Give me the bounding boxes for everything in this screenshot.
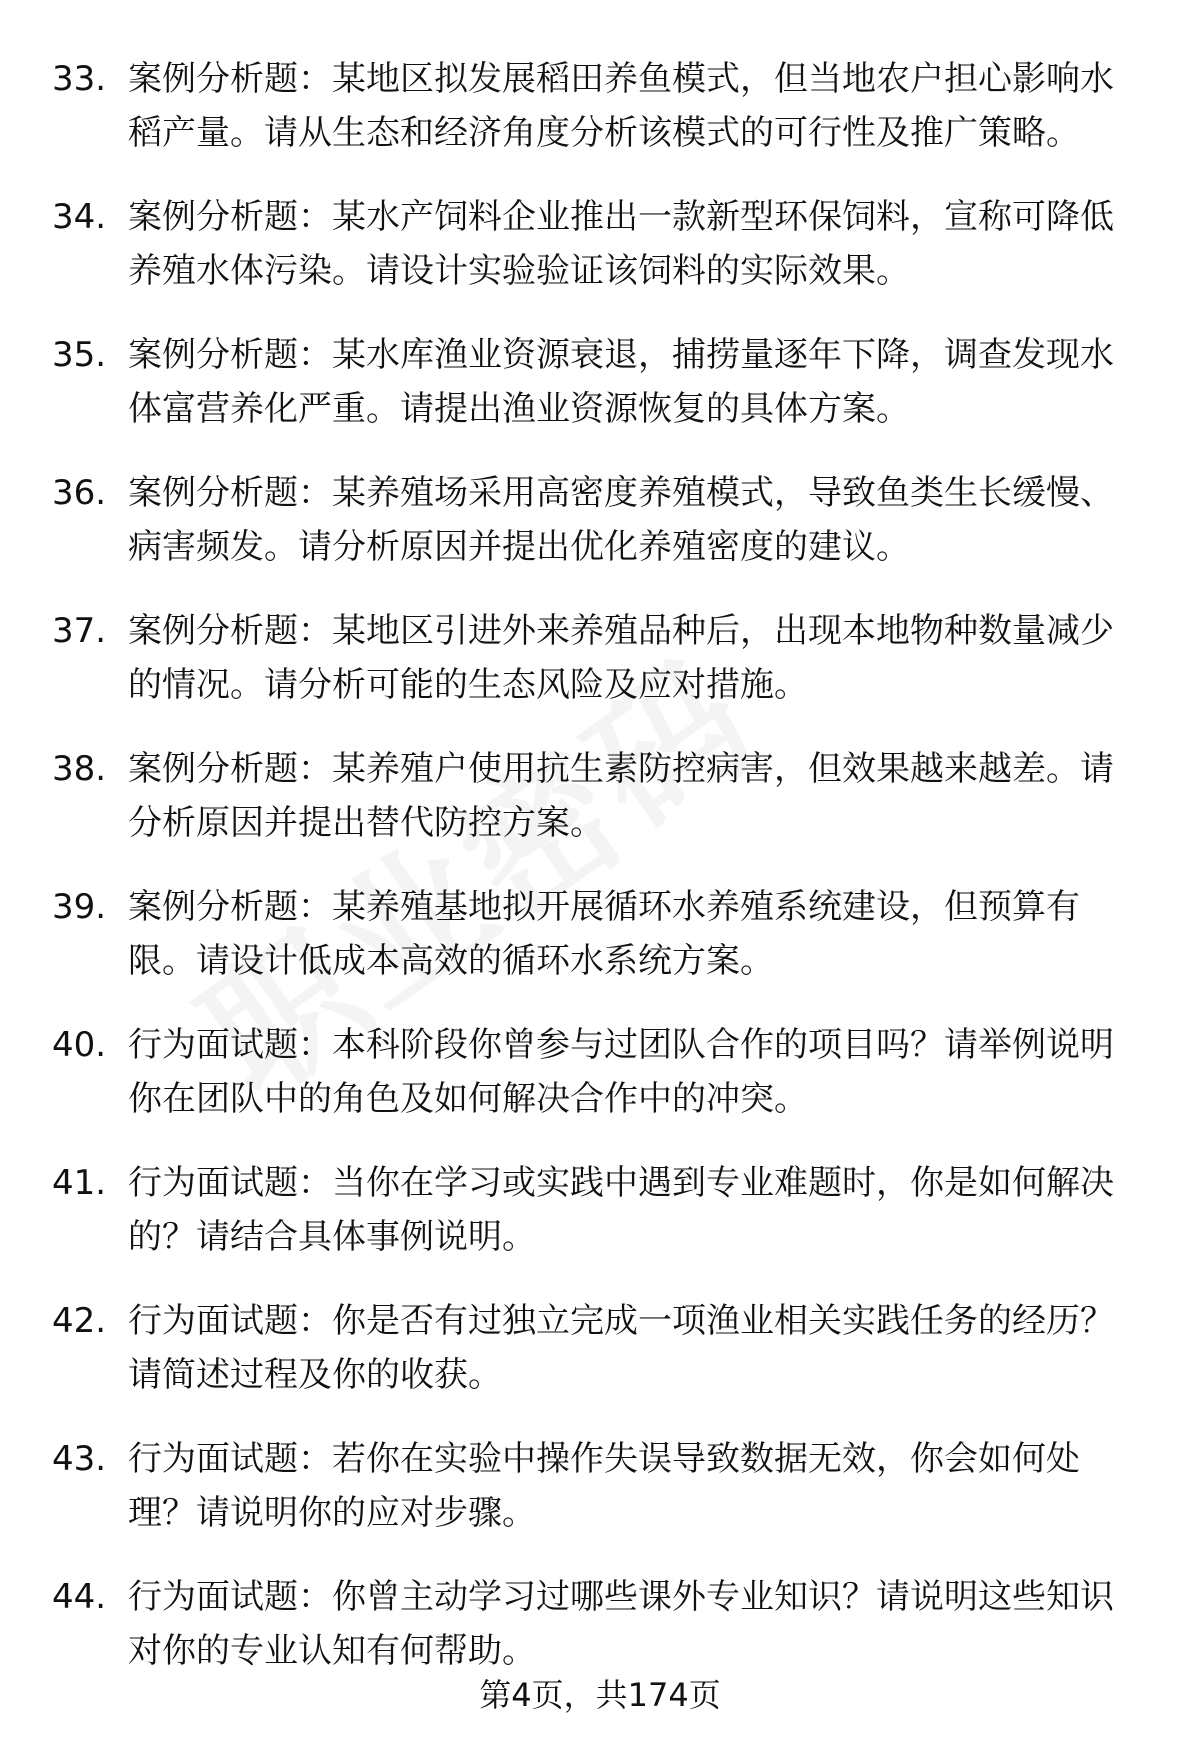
question-list: [0, 52, 1200, 1708]
question-item: [0, 604, 1200, 712]
question-number: 35.: [52, 335, 107, 375]
question-text: 行为面试题：当你在学习或实践中遇到专业难题时，你是如何解决的？请结合具体事例说明。: [128, 1163, 1114, 1257]
question-item: [0, 52, 1200, 160]
question-number: 34.: [52, 197, 107, 237]
question-item: [0, 466, 1200, 574]
question-text: 案例分析题：某水产饲料企业推出一款新型环保饲料，宣称可降低养殖水体污染。请设计实验验证该饲料的实际效果。: [128, 197, 1114, 291]
question-text: 案例分析题：某养殖户使用抗生素防控病害，但效果越来越差。请分析原因并提出替代防控方案。: [128, 749, 1114, 843]
question-number: 33.: [52, 59, 107, 99]
question-number: 37.: [52, 611, 107, 651]
question-text: 行为面试题：你是否有过独立完成一项渔业相关实践任务的经历？请简述过程及你的收获。: [128, 1301, 1114, 1395]
question-text: 行为面试题：本科阶段你曾参与过团队合作的项目吗？请举例说明你在团队中的角色及如何解决合作中的冲突。: [128, 1025, 1114, 1119]
question-item: [0, 1156, 1200, 1264]
question-number: 42.: [52, 1301, 107, 1341]
question-item: [0, 1432, 1200, 1540]
question-number: 38.: [52, 749, 107, 789]
question-number: 36.: [52, 473, 107, 513]
question-text: 行为面试题：你曾主动学习过哪些课外专业知识？请说明这些知识对你的专业认知有何帮助。: [128, 1577, 1114, 1671]
question-number: 44.: [52, 1577, 107, 1617]
question-number: 43.: [52, 1439, 107, 1479]
question-text: 案例分析题：某养殖基地拟开展循环水养殖系统建设，但预算有限。请设计低成本高效的循环水系统方案。: [128, 887, 1080, 981]
question-number: 39.: [52, 887, 107, 927]
page-footer: [0, 1670, 1200, 1720]
question-text: 案例分析题：某地区引进外来养殖品种后，出现本地物种数量减少的情况。请分析可能的生态风险及应对措施。: [128, 611, 1114, 705]
question-item: [0, 1570, 1200, 1678]
question-text: 案例分析题：某养殖场采用高密度养殖模式，导致鱼类生长缓慢、病害频发。请分析原因并提出优化养殖密度的建议。: [128, 473, 1114, 567]
question-number: 40.: [52, 1025, 107, 1065]
question-text: 案例分析题：某地区拟发展稻田养鱼模式，但当地农户担心影响水稻产量。请从生态和经济角度分析该模式的可行性及推广策略。: [128, 59, 1114, 153]
question-number: 41.: [52, 1163, 107, 1203]
question-item: [0, 742, 1200, 850]
question-item: [0, 328, 1200, 436]
question-item: [0, 1018, 1200, 1126]
question-text: 案例分析题：某水库渔业资源衰退，捕捞量逐年下降，调查发现水体富营养化严重。请提出渔业资源恢复的具体方案。: [128, 335, 1114, 429]
page-number-label: 第4页，共174页: [479, 1676, 721, 1714]
question-item: [0, 190, 1200, 298]
question-item: [0, 1294, 1200, 1402]
question-text: 行为面试题：若你在实验中操作失误导致数据无效，你会如何处理？请说明你的应对步骤。: [128, 1439, 1080, 1533]
question-item: [0, 880, 1200, 988]
